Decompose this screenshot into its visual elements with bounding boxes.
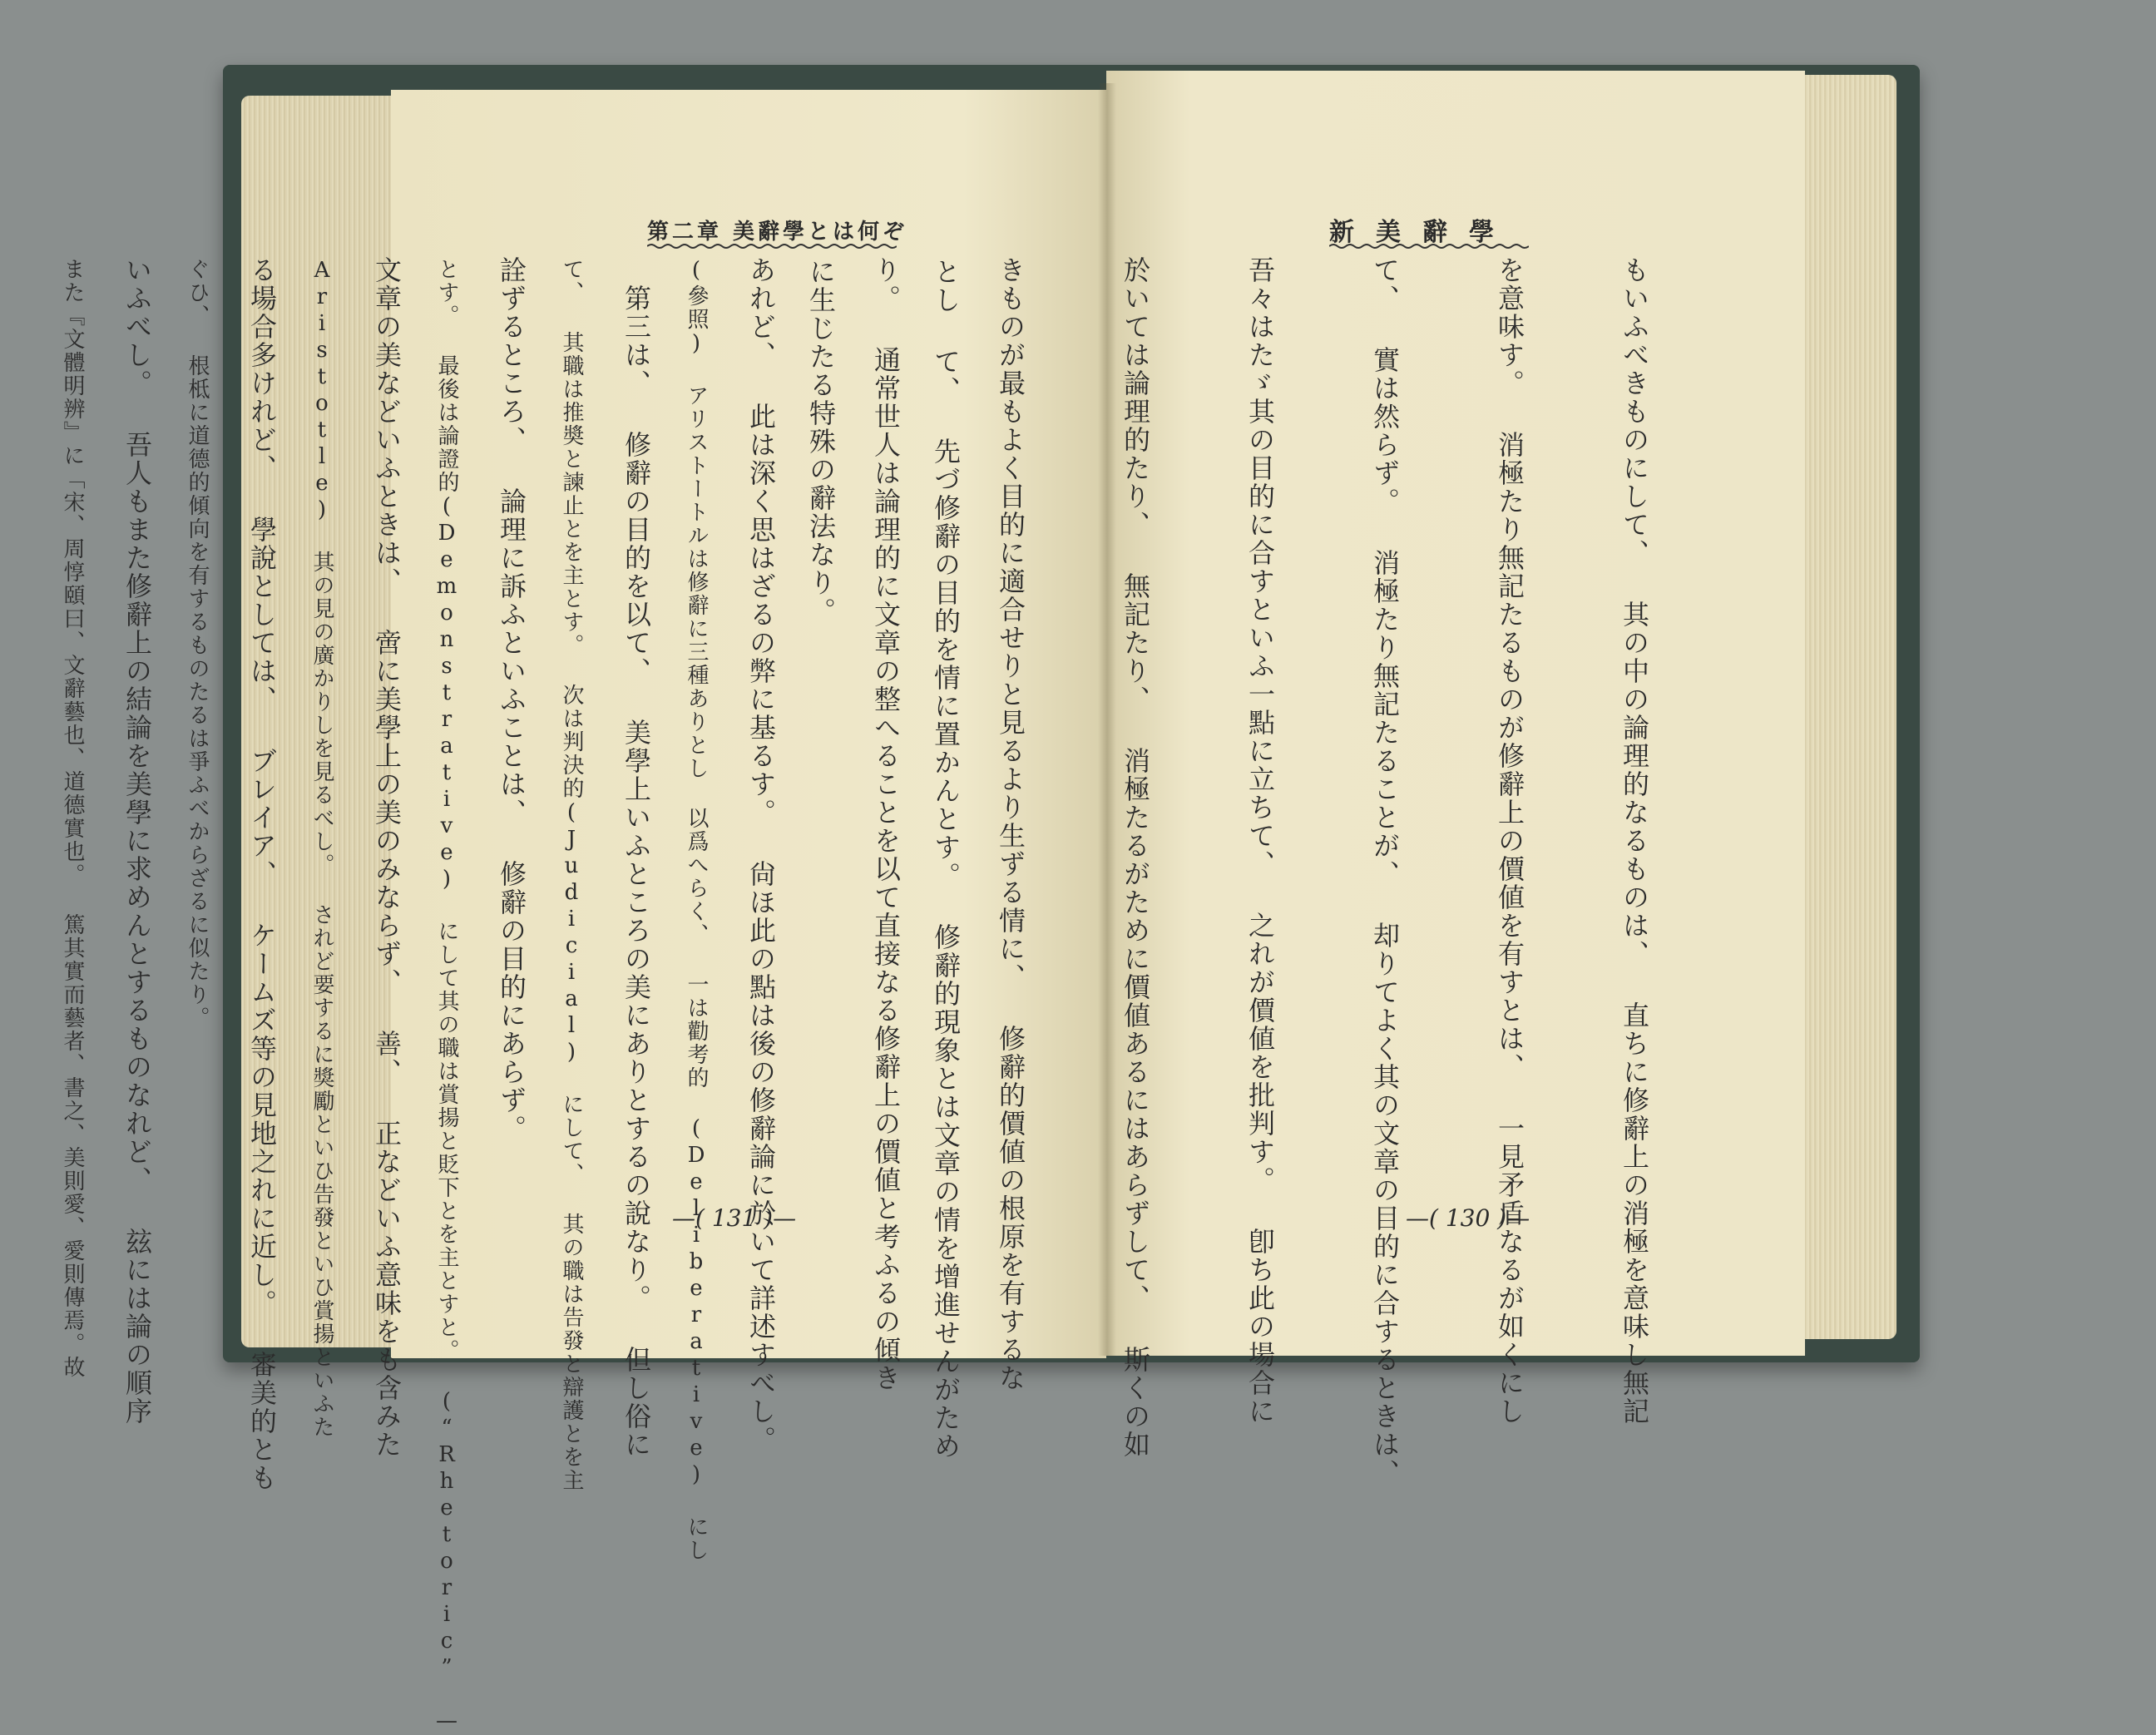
text-line: (參照) アリストートルは修辭に三種ありとし 以爲へらく、 一は勸考的 (Deliberative) にし xyxy=(684,258,709,1562)
text-line: もいふべきものにして、 其の中の論理的なるものは、 直ちに修辭上の消極を意味し無記 xyxy=(1619,256,1650,1426)
text-line: を意味す。 消極たり無記たるものが修辭上の價値を有すとは、 一見矛盾なるが如くにし xyxy=(1494,256,1526,1426)
text-line: Aristotle) 其の見の廣かりしを見るべし。 されど要するに獎勵といひ告發といひ賞揚といふた xyxy=(309,258,334,1439)
text-line: り。 通常世人は論理的に文章の整へることを以て直接なる修辭上の價値と考ふるの傾き xyxy=(870,256,902,1392)
page-number-right: —( 130 )— xyxy=(1406,1204,1530,1232)
text-line: とし て、 先づ修辭の目的を情に置かんとす。 修辭的現象とは文章の情を增進せんがため xyxy=(930,258,962,1461)
text-line: ぐひ、 根柢に道德的傾向を有するものたるは爭ふべからざるに似たり。 xyxy=(185,258,210,1030)
text-line: きものが最もよく目的に適合せりと見るより生ずる情に、 修辭的價値の根原を有するな xyxy=(995,256,1026,1392)
text-line: 吾々はたゞ其の目的に合すといふ一點に立ちて、 之れが價値を批判す。 卽ち此の場合に xyxy=(1244,256,1276,1426)
text-line: て、 其職は推奬と諫止とを主とす。 次は判決的(Judicial) にして、 其の職は告發と辯護とを主 xyxy=(559,258,584,1492)
text-line: 文章の美などいふときは、 啻に美學上の美のみならず、 善、 正などいふ意味をも含みた xyxy=(371,256,403,1459)
page-edges-right xyxy=(1797,75,1896,1339)
text-line: 詮ずるところ、 論理に訴ふといふことは、 修辭の目的にあらず。 xyxy=(496,256,527,1143)
running-header-left: 第二章 美辭學とは何ぞ xyxy=(647,220,908,245)
text-line: とす。 最後は論證的(Demonstrative) にして其の職は賞揚と貶下とを主とすと。 (“Rhetoric” — xyxy=(434,258,459,1735)
text-line: る場合多けれど、 學說としては、 ブレイア、 ケームズ等の見地之れに近し。 審美的とも xyxy=(246,256,278,1492)
text-line: また『文體明辨』に「宋、周惇頤曰、文辭藝也、道德實也。 篤其實而藝者、書之、美則愛、愛則傳焉。故 xyxy=(60,258,85,1379)
running-header-right: 新美辭學 xyxy=(1329,218,1516,247)
text-line: あれど、 此は深く思はざるの弊に基るす。 尙ほ此の點は後の修辭論に於いて詳述すべし。 xyxy=(745,256,777,1454)
text-line: に生じたる特殊の辭法なり。 xyxy=(805,258,837,625)
text-line: て、 實は然らず。 消極たり無記たることが、 却りてよく其の文章の目的に合するときは、 xyxy=(1369,256,1401,1487)
text-line: いふべし。 吾人もまた修辭上の結論を美學に求めんとするものなれど、 玆には論の順序 xyxy=(121,256,153,1426)
header-underline-right xyxy=(1329,243,1529,250)
text-line: 第三は、 修辭の目的を以て、 美學上いふところの美にありとするの說なり。 但し俗に xyxy=(621,256,652,1459)
text-line: 於いては論理的たり、 無記たり、 消極たるがために價値あるにはあらずして、 斯くの如 xyxy=(1120,256,1151,1459)
header-underline-left xyxy=(647,243,897,250)
page-number-left: —( 131 )— xyxy=(672,1204,797,1232)
